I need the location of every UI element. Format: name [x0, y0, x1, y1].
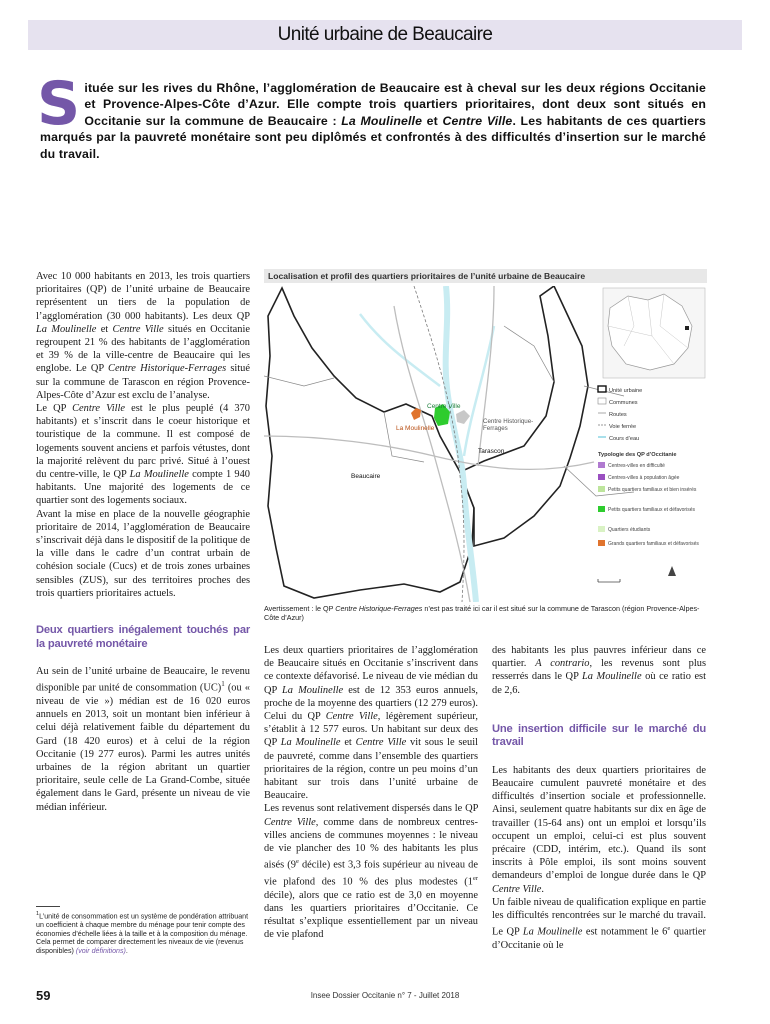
map-label-centre-historique: Centre Historique-Ferrages — [483, 418, 534, 432]
svg-text:Voie ferrée: Voie ferrée — [609, 424, 637, 430]
intro-text: ituée sur les rives du Rhône, l’agglomération de Beaucaire est à cheval sur les deux régions Occitanie et Provence-Alpes-Côte d’Azur. Elle compte trois quartiers prioritaires, dont deux sont situés en Occitanie sur la commune de Beaucaire : — [84, 81, 706, 128]
svg-text:Petits quartiers familiaux et: Petits quartiers familiaux et défavorisés — [608, 507, 695, 513]
svg-text:Routes: Routes — [609, 412, 627, 418]
map-note: Avertissement : le QP Centre Historique-Ferrages n’est pas traité ici car il est situé sur la commune de Tarascon (région Provence-Alpes-Côte d’Azur) — [264, 604, 700, 622]
map-label-centre-ville: Centre Ville — [427, 403, 461, 410]
qp-name: Centre Ville — [442, 113, 513, 128]
page-title: Unité urbaine de Beaucaire — [277, 24, 493, 45]
map-label-tarascon: Tarascon — [478, 448, 505, 455]
svg-text:Communes: Communes — [609, 400, 638, 406]
column-1 — [36, 270, 250, 814]
paragraph: Un faible niveau de qualification explique en partie les difficultés rencontrées sur le marché du travail. Le QP La Moulinelle est notamment le 6e quartier d’Occitanie où le — [492, 896, 707, 951]
section-heading: Deux quartiers inégalement touchés par la pauvreté monétaire — [36, 624, 250, 650]
map-title: Localisation et profil des quartiers prioritaires de l’unité urbaine de Beaucaire — [264, 269, 707, 283]
title-bar — [28, 20, 742, 50]
paragraph: Les revenus sont relativement dispersés dans le QP Centre Ville, comme dans de nombreux centres-villes anciens de communes moyennes : le niveau de vie plancher des 10 % des habitants les plus aisés (9e décile) est 3,3 fois supérieur au niveau de vie plafond des 10 % des plus modestes (1er décile), alors que ce ratio est de 3,0 en moyenne dans les quartiers prioritaires d’Occitanie. Ce résultat s’explique essentiellement par un niveau de vie plafond — [264, 803, 478, 941]
svg-text:Quartiers étudiants: Quartiers étudiants — [608, 527, 651, 533]
paragraph: des habitants les plus pauvres inférieur dans ce quartier. A contrario, les revenus sont plus resserrés dans le QP La Moulinelle où ce ratio est de 2,6. — [492, 645, 707, 696]
paragraph: Avant la mise en place de la nouvelle géographie prioritaire de 2014, l’agglomération de Beaucaire s’inscrivait déjà dans le dispositif de la politique de la ville dans le cadre d’un contrat urbain de cohésion sociale (Cucs) et de trois zones urbaines sensibles (ZUS), sur des territoires proches des trois quartiers prioritaires actuels. — [36, 508, 250, 599]
intro-paragraph — [37, 69, 706, 162]
column-2 — [264, 644, 478, 941]
paragraph: Le QP Centre Ville est le plus peuplé (4 370 habitants) et s’inscrit dans le coeur historique et touristique de la commune. Il est composé de logements souvent anciens et parfois vétustes, dont la majorité relèvent du parc privé. Situé à l’ouest du centre-ville, le QP La Moulinelle compte 1 940 habitants. Une majorité des logements de ce quartier sont des logements sociaux. — [36, 403, 251, 507]
paragraph: Au sein de l’unité urbaine de Beaucaire, le revenu disponible par unité de consommation (UC)$^1$ (ou « niveau de vie ») médian est de 16 020 euros annuels en 2013, soit un montant bien inférieur à celui déjà relativement faible du département du Gard (18 420 euros) et à celui de la région Occitanie (19 277 euros). Parmi les autres unités urbaines de la région abritant un quartier prioritaire, seule celle de La Grand-Combe, située également dans le Gard, présente un niveau de vie médian inférieur. — [36, 666, 250, 813]
footnote-rule — [36, 906, 60, 907]
paragraph: Les deux quartiers prioritaires de l’agglomération de Beaucaire situés en Occitanie s’inscrivent dans ce contexte défavorisé. Le niveau de vie médian du QP La Moulinelle est de 12 353 euros annuels, proche de la moyenne des quartiers (12 279 euros). Celui du QP Centre Ville, légèrement supérieur, s’établit à 12 577 euros. Un habitant sur deux des QP La Moulinelle et Centre Ville vit sous le seuil de pauvreté, comme dans l’ensemble des quartiers prioritaires de la région, contre un peu moins d’un habitant sur trois dans l’unité urbaine de Beaucaire. — [264, 645, 479, 802]
page-number: 59 — [36, 988, 51, 1003]
section-heading: Une insertion difficile sur le marché du travail — [492, 722, 706, 749]
map-label-moulinelle: La Moulinelle — [396, 425, 435, 432]
map-figure — [264, 286, 707, 602]
intro-text: et — [422, 113, 443, 128]
svg-text:Centres-villes à population âg: Centres-villes à population âgée — [608, 475, 680, 481]
map-svg — [264, 286, 707, 602]
svg-text:Typologie des QP d’Occitanie: Typologie des QP d’Occitanie — [598, 452, 677, 458]
svg-text:Cours d’eau: Cours d’eau — [609, 436, 640, 442]
definitions-link[interactable]: (voir définitions) — [75, 946, 126, 955]
map-label-beaucaire: Beaucaire — [351, 473, 381, 480]
commune-beaucaire — [266, 288, 474, 598]
publication-footer: Insee Dossier Occitanie n° 7 - Juillet 2018 — [310, 991, 460, 1000]
svg-text:Grands quartiers familiaux et: Grands quartiers familiaux et défavorisés — [608, 541, 699, 547]
footnote: $^1$L’unité de consommation est un système de pondération attribuant un coefficient à chaque membre du ménage pour tenir compte des économies d’échelle liées à la taille et à la composition du ménage. Cela permet de comparer directement les niveaux de vie (revenus disponibles) (voir définitions). — [36, 911, 249, 955]
paragraph: Les habitants des deux quartiers prioritaires de Beaucaire cumulent pauvreté monétaire et des difficultés d’insertion sociale et professionnelle. Ainsi, seulement quatre habitants sur dix en âge de travailler (15-64 ans) ont un emploi et lorsqu’ils occupent un emploi, celui-ci est plus souvent précaire (CDD, intérim, etc.). Quand ils sont inscrits à Pôle emploi, ils sont moins souvent demandeurs d’emploi de longue durée dans le QP Centre Ville. — [492, 764, 706, 895]
paragraph: Avec 10 000 habitants en 2013, les trois quartiers prioritaires (QP) de l’unité urbaine de Beaucaire représentent un tiers de la population de l’agglomération (30 000 habitants). Les deux QP La Moulinelle et Centre Ville situés en Occitanie regroupent 21 % des habitants de l’agglomération et 39 % de la ville-centre de Beaucaire qui les englobe. Le QP Centre Historique-Ferrages situé sur la commune de Tarascon en région Provence-Alpes-Côte d’Azur est exclu de l’analyse. — [36, 271, 250, 401]
svg-text:Centres-villes en difficulté: Centres-villes en difficulté — [608, 463, 665, 469]
svg-text:Petits quartiers familiaux et: Petits quartiers familiaux et bien insérés — [608, 487, 697, 493]
svg-text:Unité urbaine: Unité urbaine — [609, 388, 643, 394]
intro-text: . Les habitants de ces quartiers marqués par la pauvreté monétaire sont peu diplômés et confrontés à des difficultés d’insertion sur le marché du travail. — [40, 113, 706, 161]
inset-location-marker — [685, 326, 689, 330]
drop-cap: S — [37, 69, 81, 139]
qp-name: La Moulinelle — [341, 113, 423, 128]
column-3 — [492, 644, 706, 952]
